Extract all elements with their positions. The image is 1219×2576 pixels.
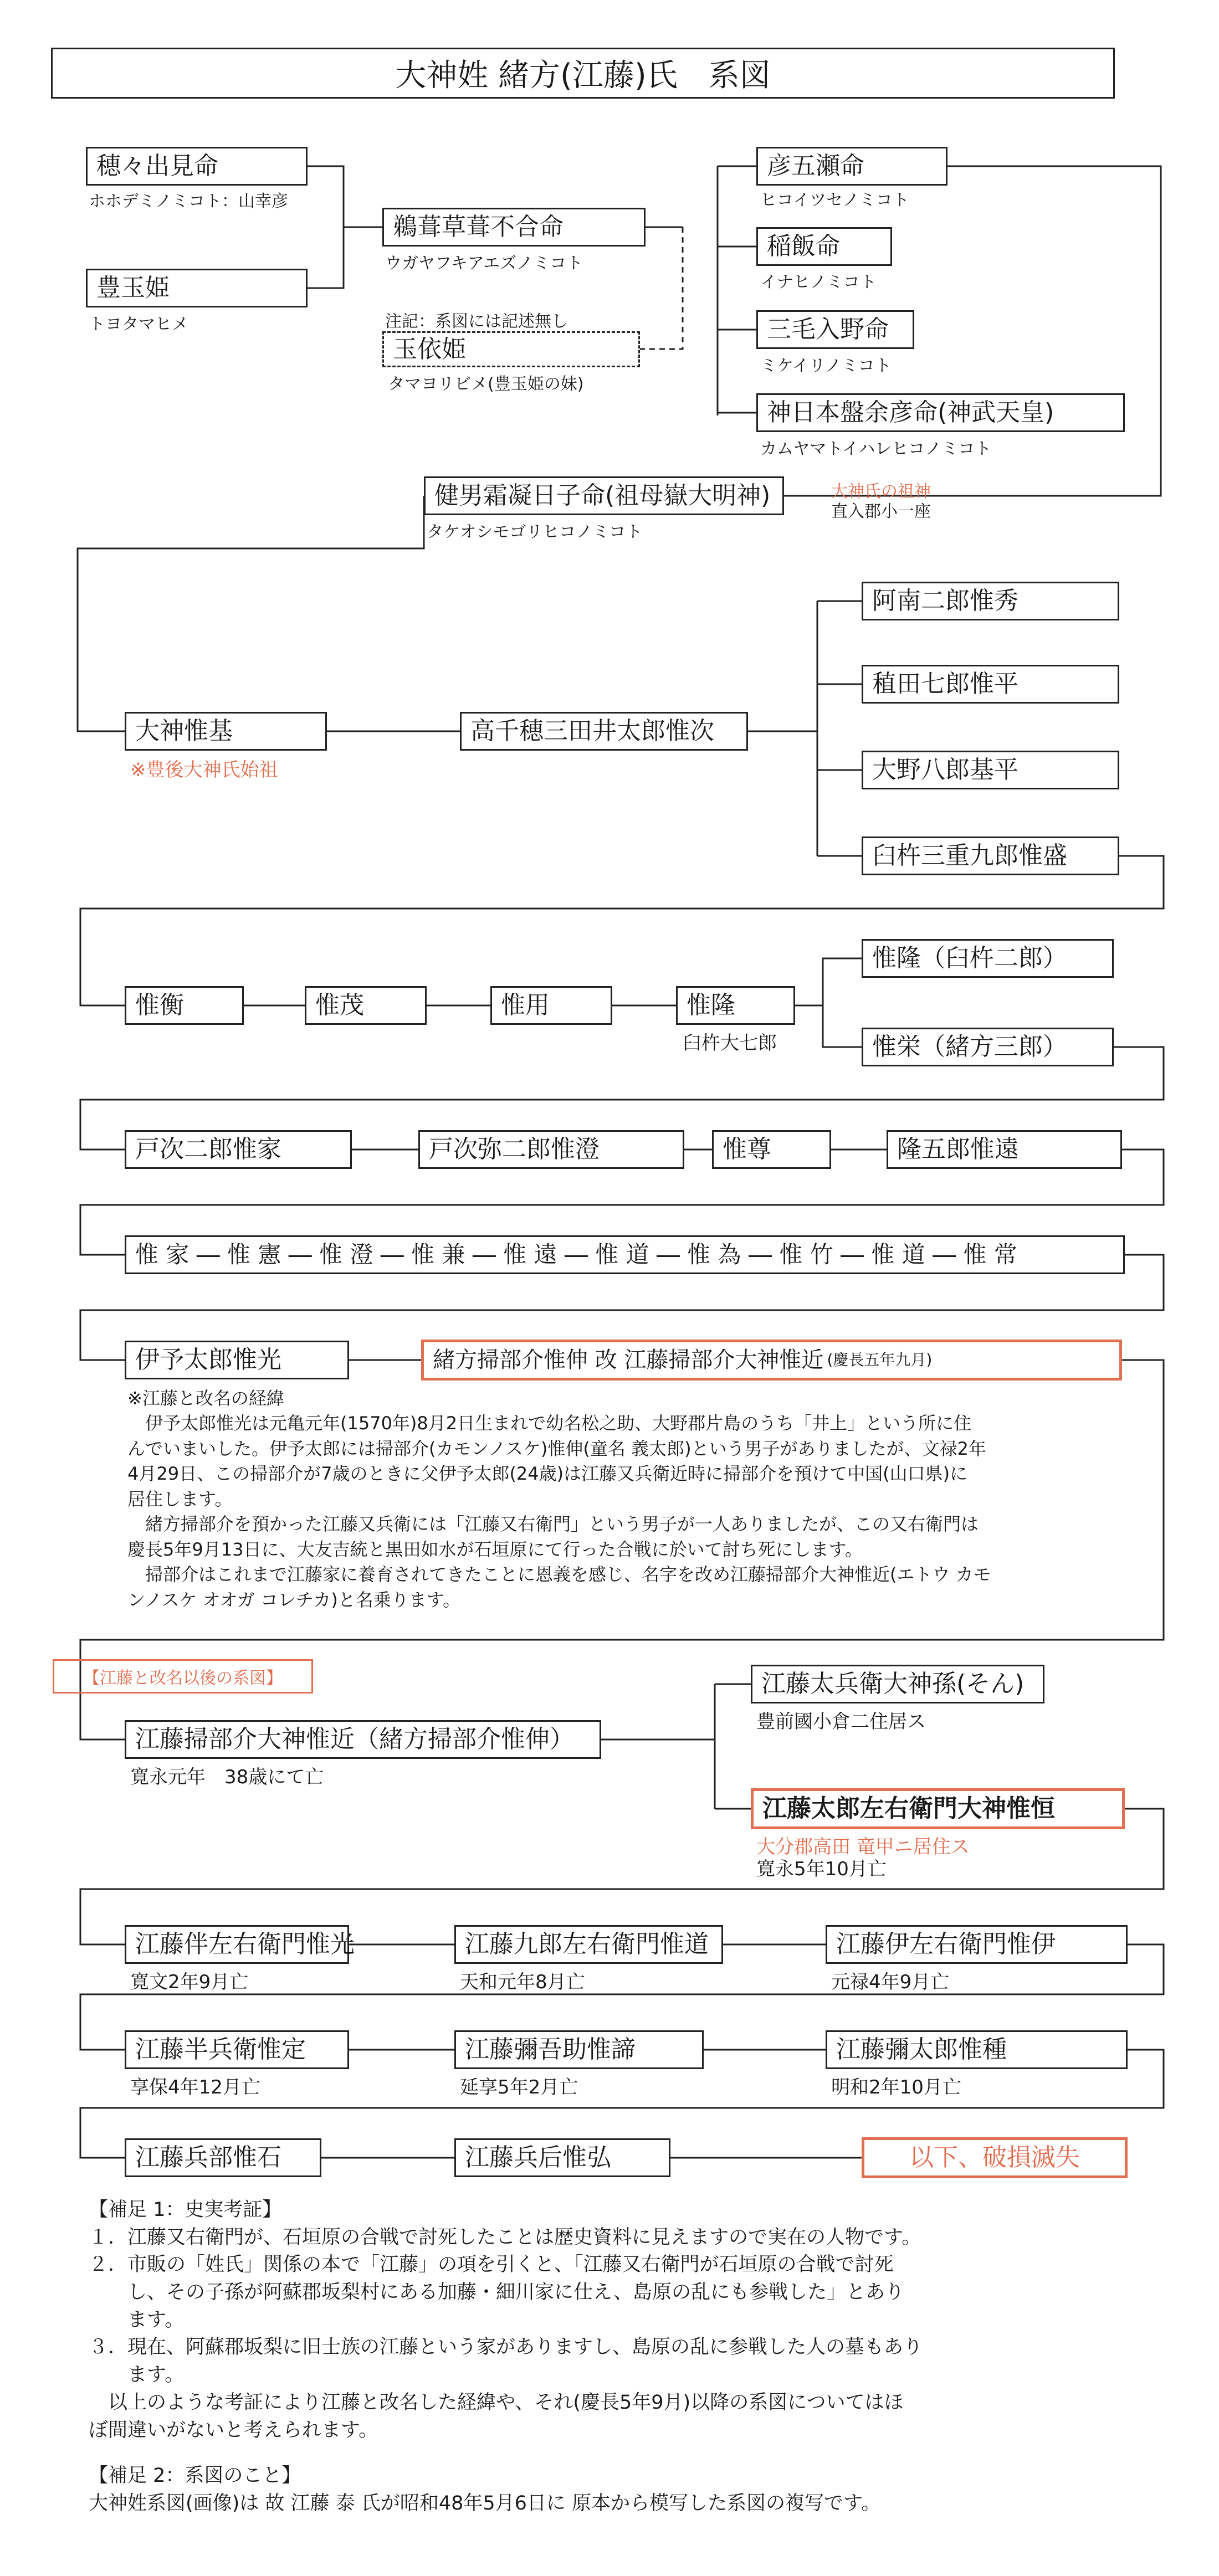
supplement-1-line: ３．現在、阿蘇郡坂梨に旧士族の江藤という家がありますし、島原の乱に参戦した人の墓もあり [89,2336,923,2359]
person-koreshige: 惟茂 [305,986,427,1025]
supplement-1-line: 以上のような考証により江藤と改名した経緯や、それ(慶長5年9月)以降の系図についてはほ [89,2391,904,2414]
rename-note-line: んでいまいした。伊予太郎には掃部介(カモンノスケ)惟伸(童名 義太郎)という男子がありましたが、文禄2年 [127,1438,986,1459]
person-koremochi: 惟用 [490,986,612,1025]
rename-note-heading: ※江藤と改名の経緯 [127,1388,284,1409]
person-koretaka2: 惟隆（臼杵二郎） [862,939,1114,978]
death-koretei: 延享5年2月亡 [460,2076,578,2098]
supplement-2 [89,2462,880,2517]
person-korehira2: 惟衡 [125,986,244,1025]
person-korehiro: 江藤兵后惟弘 [454,2138,670,2177]
rename-note [127,1386,991,1613]
section-label: 【江藤と改名以後の系図】 [53,1659,313,1694]
person-korechika: 江藤掃部介大神惟近（緒方掃部介惟伸） [125,1720,601,1759]
reading-koretaka: 臼杵大七郎 [683,1032,777,1054]
person-koretaka3: 惟尊 [712,1130,831,1169]
person-koreie: 戸次二郎惟家 [125,1130,352,1169]
person-ugaya: 鵜葺草葺不合命 [382,208,646,247]
korenobu-name: 緒方掃部介惟伸 改 江藤掃部介大神惟近 [433,1347,824,1373]
death-korechika: 寛永元年 38歳にて亡 [130,1766,324,1788]
person-koreto: 隆五郎惟遠 [887,1130,1122,1169]
person-koretsugu: 高千穂三田井太郎惟次 [460,712,748,751]
note-takeo-origin: 大神氏の祖神 [831,482,931,501]
korenobu-date: (慶長五年九月) [827,1351,933,1369]
note-tamayori: 注記：系図には記述無し [385,312,568,331]
person-hohodemi: 穂々出見命 [86,147,308,186]
death-koreita: 元禄4年9月亡 [831,1971,950,1993]
person-koremitsu2: 江藤伴左右衛門惟光 [125,1925,349,1964]
supplement-1 [89,2197,923,2444]
supplement-1-line: ます。 [89,2308,185,2331]
rename-note-line: 慶長5年9月13日に、大友吉統と黒田如水が石垣原にて行った合戦に於いて討ち死にします。 [127,1538,863,1560]
supplement-1-line: ２．市販の「姓氏」関係の本で「江藤」の項を引くと、「江藤又右衛門が石垣原の合戦で討死 [89,2254,894,2276]
reading-inai: イナヒノミコト [760,273,877,292]
person-koreishi: 江藤兵部惟石 [125,2138,321,2177]
person-jimmu: 神日本盤余彦命(神武天皇) [756,393,1125,432]
person-koretane: 江藤彌太郎惟種 [826,2030,1128,2069]
reading-toyotama: トヨタマヒメ [89,315,188,334]
supplement-2-heading: 【補足 2：系図のこと】 [89,2465,301,2487]
person-koremori: 臼杵三重九郎惟盛 [862,837,1119,875]
person-korehira: 稙田七郎惟平 [862,665,1119,704]
person-korenobu [421,1340,1122,1381]
reading-itsuse: ヒコイツセノミコト [760,191,909,210]
person-tamayori: 玉依姫 [382,331,640,367]
death-koretane: 明和2年10月亡 [831,2076,961,2098]
reading-takeo: タケオシモゴリヒコノミコト [427,522,643,542]
lineage-chain: 惟 家 ― 惟 憲 ― 惟 澄 ― 惟 兼 ― 惟 遠 ― 惟 道 ― 惟 為 ― 惟 竹 ― 惟 道 ― 惟 常 [125,1235,1125,1274]
person-koreita: 江藤伊左右衛門惟伊 [826,1925,1128,1964]
person-koremoto: 大神惟基 [125,712,327,751]
death-koremichi: 天和元年8月亡 [460,1971,585,1993]
person-koretaka: 惟隆 [676,986,795,1025]
note-taheie: 豊前國小倉二住居ス [756,1711,926,1733]
person-koretei: 江藤彌吾助惟諦 [454,2030,704,2069]
supplement-1-line: ぼ間違いがないと考えられます。 [89,2419,378,2441]
person-koremitsu: 伊予太郎惟光 [125,1341,349,1379]
rename-note-line: 4月29日、この掃部介が7歳のときに父伊予太郎(24歳)は江藤又兵衛近時に掃部介を預けて中国(山口県)に [127,1463,968,1485]
person-takeo: 健男霜凝日子命(祖母嶽大明神) [424,476,784,515]
reading-jimmu: カムヤマトイハレヒコノミコト [760,439,992,459]
person-mikeiri: 三毛入野命 [756,310,914,349]
person-inai: 稲飯命 [756,227,892,266]
reading-tamayori: タマヨリビメ(豊玉姫の妹) [388,374,584,394]
note-takeo-shrine: 直入郡小一座 [831,502,931,521]
rename-note-line: ンノスケ オオガ コレチカ)と名乗ります。 [127,1589,461,1610]
person-itsuse: 彦五瀬命 [756,147,947,186]
person-koresumi: 戸次弥二郎惟澄 [418,1130,684,1169]
person-koremichi: 江藤九郎左右衛門惟道 [454,1925,723,1964]
rename-note-line: 緒方掃部介を預かった江藤又兵衛には「江藤又右衛門」という男子が一人ありましたが、この又右衛門は [127,1513,979,1535]
person-koresada: 江藤半兵衛惟定 [125,2030,349,2069]
person-korehide: 阿南二郎惟秀 [862,582,1119,620]
person-koretsune: 江藤太郎左右衛門大神惟恒 [751,1788,1125,1829]
death-koremitsu2: 寛文2年9月亡 [130,1971,249,1993]
supplement-1-line: １．江藤又右衛門が、石垣原の合戦で討死したことは歴史資料に見えますので実在の人物です。 [89,2226,921,2249]
rename-note-line: 居住します。 [127,1488,233,1510]
death-koretsune: 寛永5年10月亡 [756,1858,887,1880]
supplement-1-heading: 【補足 1：史実考証】 [89,2199,282,2221]
note-koretsune: 大分郡高田 竜甲ニ居住ス [756,1836,970,1858]
rename-note-line: 伊予太郎惟光は元亀元年(1570年)8月2日生まれで幼名松之助、大野郡片島のうち「井上」という所に住 [127,1413,972,1434]
rename-note-line: 掃部介はこれまで江藤家に養育されてきたことに恩義を感じ、名字を改め江藤掃部介大神惟近(エトウ カモ [127,1564,991,1585]
reading-ugaya: ウガヤフキアエズノミコト [385,254,583,273]
person-toyotama: 豊玉姫 [86,269,308,307]
lineage-end-note: 以下、破損滅失 [862,2137,1128,2178]
reading-mikeiri: ミケイリノミコト [760,356,892,376]
supplement-2-line: 大神姓系図(画像)は 故 江藤 泰 氏が昭和48年5月6日に 原本から模写した系図の複写です。 [89,2492,881,2515]
reading-hohodemi: ホホデミノミコト：山幸彦 [89,192,288,211]
death-koresada: 享保4年12月亡 [130,2076,260,2098]
supplement-1-line: し、その子孫が阿蘇郡坂梨村にある加藤・細川家に仕え、島原の乱にも参戦した」とあり [89,2281,905,2304]
person-koreyoshi: 惟栄（緒方三郎） [862,1028,1114,1066]
person-motohira: 大野八郎基平 [862,751,1119,789]
person-taheie: 江藤太兵衛大神孫(そん) [751,1665,1044,1703]
page-title: 大神姓 緒方(江藤)氏 系図 [51,48,1115,99]
supplement-1-line: ます。 [89,2364,185,2387]
note-koremoto: ※豊後大神氏始祖 [130,759,278,781]
